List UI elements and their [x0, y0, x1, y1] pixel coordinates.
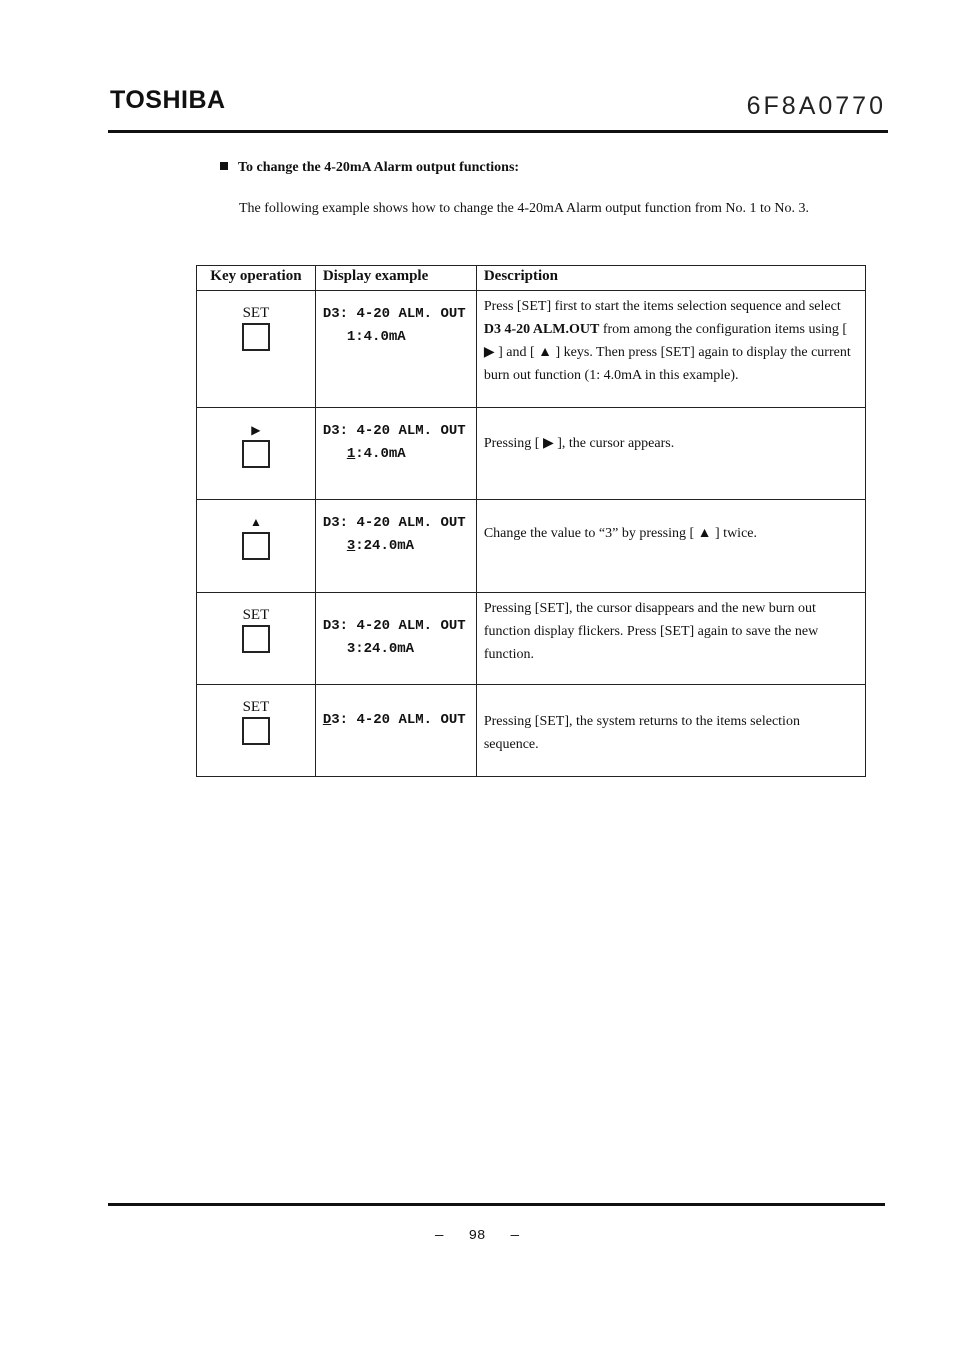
page-number: — 98 —: [434, 1228, 520, 1244]
header-display-example: Display example: [315, 266, 476, 291]
display-cursor: D: [322, 712, 332, 728]
display-cursor: 3: [346, 538, 356, 554]
up-arrow-icon: ▲: [249, 515, 262, 529]
display-line-1: D3: 4-20 ALM. OUT: [322, 423, 466, 439]
display-value: 3: 4-20 ALM. OUT: [331, 712, 466, 728]
description-text: Change the value to “3” by pressing [ ▲ ] twice.: [483, 526, 757, 541]
display-value: 3:24.0mA: [346, 641, 415, 657]
description-cell: [476, 500, 865, 593]
description-text: Pressing [SET], the system returns to the items selection sequence.: [483, 714, 800, 752]
description-cell: [476, 593, 865, 685]
display-line-1: D3: 4-20 ALM. OUT: [322, 306, 466, 322]
display-line-1: D3: 4-20 ALM. OUT: [322, 515, 466, 531]
display-line-1: [323, 709, 470, 732]
up-key-icon: [242, 532, 270, 560]
footer-rule: [108, 1203, 885, 1206]
bullet-icon: [220, 162, 228, 170]
header-key-operation: Key operation: [197, 266, 316, 291]
key-cell: [197, 408, 316, 500]
table-row: [197, 500, 866, 593]
document-number: 6F8A0770: [746, 92, 886, 120]
key-operation-table: [196, 265, 866, 777]
display-cell: [315, 685, 476, 777]
table-row: [197, 408, 866, 500]
display-cell: [315, 291, 476, 408]
right-key-icon: [242, 440, 270, 468]
key-label: SET: [242, 607, 270, 623]
description-text: Pressing [ ▶ ], the cursor appears.: [483, 436, 675, 451]
display-line-2: [323, 535, 470, 558]
section-heading: [220, 160, 519, 176]
description-cell: [476, 685, 865, 777]
display-line-2: [323, 326, 470, 349]
display-cell: [315, 408, 476, 500]
display-line-2: [323, 443, 470, 466]
table-header-row: [197, 266, 866, 291]
display-line-2: [323, 638, 470, 661]
display-cursor: 1: [346, 446, 356, 462]
display-value: :24.0mA: [355, 538, 415, 554]
right-arrow-icon: ▶: [251, 423, 261, 437]
display-cell: [315, 593, 476, 685]
description-text: Pressing [SET], the cursor disappears and the new burn out function display flickers. Press [SET] again to save the new function.: [483, 601, 819, 662]
set-key-icon: [242, 323, 270, 351]
key-cell: [197, 593, 316, 685]
description-cell: [476, 291, 865, 408]
display-cell: [315, 500, 476, 593]
display-line-1: D3: 4-20 ALM. OUT: [322, 618, 466, 634]
section-heading-text: To change the 4-20mA Alarm output functions:: [238, 160, 520, 175]
key-cell: [197, 291, 316, 408]
key-label: SET: [242, 305, 270, 321]
key-label: SET: [242, 699, 270, 715]
display-value: :4.0mA: [355, 446, 406, 462]
key-cell: [197, 500, 316, 593]
intro-paragraph: The following example shows how to change the 4-20mA Alarm output function from No. 1 to No. 3.: [239, 201, 810, 216]
header-description: Description: [476, 266, 865, 291]
header-rule: [108, 130, 888, 133]
key-cell: [197, 685, 316, 777]
page-number-value: 98: [468, 1228, 486, 1244]
set-key-icon: [242, 717, 270, 745]
set-key-icon: [242, 625, 270, 653]
description-bold-text: D3 4-20 ALM.OUT: [483, 322, 600, 337]
description-text-cont: from among the configuration items using [ ▶ ] and [ ▲ ] keys. Then press [SET] again to display the current burn out function (1: 4.0mA in this example).: [483, 322, 851, 383]
brand-logo: TOSHIBA: [110, 86, 226, 114]
description-text: Press [SET] first to start the items selection sequence and select: [483, 299, 841, 314]
display-value: 1:4.0mA: [346, 329, 406, 345]
table-row: [197, 593, 866, 685]
table-row: [197, 685, 866, 777]
description-cell: [476, 408, 865, 500]
table-row: [197, 291, 866, 408]
